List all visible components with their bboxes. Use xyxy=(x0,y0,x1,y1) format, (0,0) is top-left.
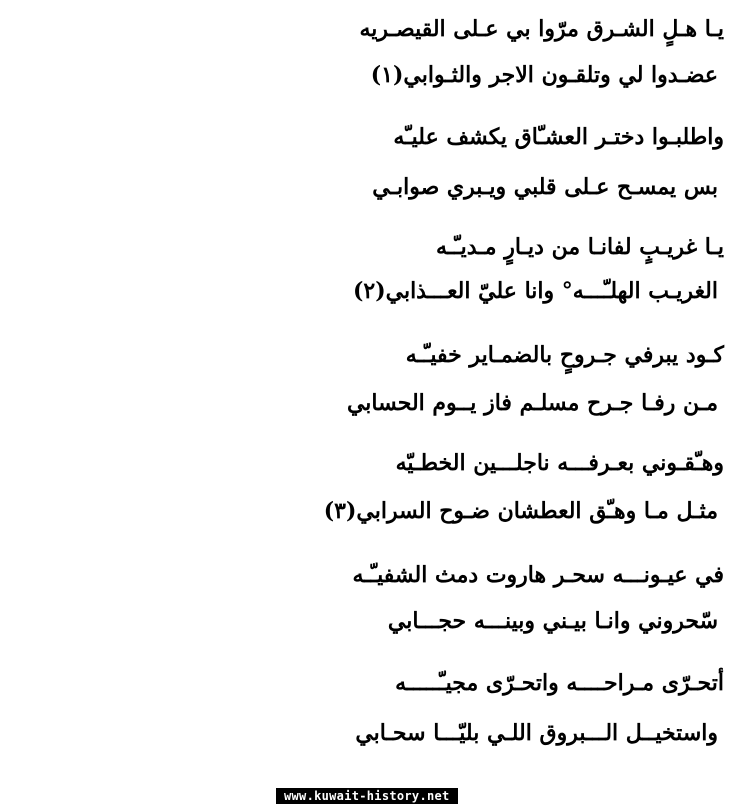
verse-line: عضـدوا لي وتلقـون الاجر والثـوابي(١) xyxy=(370,62,718,88)
verse-line: واطلبـوا دختـر العشـّاق يكشف عليـّه xyxy=(393,124,724,150)
site-watermark: www.kuwait-history.net xyxy=(276,788,458,804)
verse-line: مثـل مـا وهـّق العطشان ضـوح السرابي(٣) xyxy=(323,498,718,524)
verse-line: مـن رفـا جـرح مسلـم فاز يــوم الحسابي xyxy=(346,390,718,416)
verse-line: يـا غريـبٍ لفانـا من ديـارٍ مـديـّـه xyxy=(436,234,724,260)
verse-line: بس يمسـح عـلى قلبي ويـبري صوابـي xyxy=(372,174,718,200)
verse-line: أتحـرّى مـراحــــه واتحـرّى مجيـّـــــه xyxy=(395,670,724,696)
verse-line: الغريـب الهلـّـــه° وانا عليّ العـــذابي(٢) xyxy=(352,278,718,304)
verse-line: في عيـونـــه سحـر هاروت دمث الشفيـّـه xyxy=(352,562,724,588)
verse-line: كـود يبرفي جـروحٍ بالضمـاير خفيـّـه xyxy=(405,342,724,368)
verse-line: وهـّقـوني بعـرفـــه ناجلـــين الخطـيّه xyxy=(395,450,724,476)
verse-line: يـا هـلٍ الشـرق مرّوا بي عـلى القيصـريه xyxy=(359,16,724,42)
verse-line: واستخيــل الـــبروق اللـي بليّـــا سحـابي xyxy=(355,720,718,746)
verse-line: سّحروني وانـا بيـني وبينـــه حجـــابي xyxy=(387,608,718,634)
